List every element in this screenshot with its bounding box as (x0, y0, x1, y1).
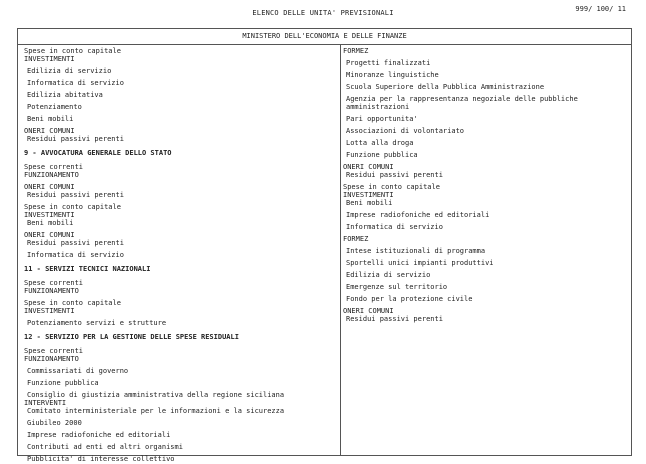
section-label: Spese in conto capitale (24, 203, 121, 211)
list-item: Potenziamento servizi e strutture (27, 319, 167, 327)
list-item: Pubblicita' di interesse collettivo (27, 455, 175, 463)
category-label: ONERI COMUNI (24, 127, 75, 135)
category-label: ONERI COMUNI (24, 231, 75, 239)
section-heading: 11 - SERVIZI TECNICI NAZIONALI (24, 265, 151, 273)
list-item: Potenziamento (27, 103, 82, 111)
category-label: INVESTIMENTI (24, 55, 75, 63)
list-item: Residui passivi perenti (27, 239, 124, 247)
category-label: FORMEZ (343, 235, 369, 243)
list-item: Residui passivi perenti (346, 171, 443, 179)
list-item: Edilizia abitativa (27, 91, 103, 99)
list-item: Edilizia di servizio (346, 271, 431, 279)
list-item: Informatica di servizio (27, 79, 124, 87)
list-item: Informatica di servizio (346, 223, 443, 231)
list-item: Funzione pubblica (346, 151, 418, 159)
ministry-heading: MINISTERO DELL'ECONOMIA E DELLE FINANZE (18, 29, 631, 45)
category-label: ONERI COMUNI (343, 163, 394, 171)
category-label: INVESTIMENTI (343, 191, 394, 199)
category-label: FUNZIONAMENTO (24, 355, 79, 363)
list-item: Beni mobili (27, 219, 74, 227)
list-item: Progetti finalizzati (346, 59, 431, 67)
list-item: Residui passivi perenti (27, 135, 124, 143)
list-item: Associazioni di volontariato (346, 127, 465, 135)
document-title: ELENCO DELLE UNITA' PREVISIONALI (252, 9, 394, 17)
list-item: Commissariati di governo (27, 367, 129, 375)
list-item: Informatica di servizio (27, 251, 124, 259)
section-label: Spese correnti (24, 163, 84, 171)
list-item: Intese istituzionali di programma (346, 247, 486, 255)
section-label: Spese correnti (24, 347, 84, 355)
left-column (24, 47, 332, 463)
list-item: Residui passivi perenti (27, 191, 124, 199)
list-item: Consiglio di giustizia amministrativa della regione siciliana (27, 391, 285, 399)
section-label: Spese in conto capitale (24, 299, 121, 307)
category-label: ONERI COMUNI (343, 307, 394, 315)
list-item: Minoranze linguistiche (346, 71, 439, 79)
list-item: Lotta alla droga (346, 139, 414, 147)
page-number: 999/ 100/ 11 (575, 5, 626, 13)
right-column (343, 47, 628, 323)
content-table (17, 28, 632, 463)
section-label: Spese in conto capitale (343, 183, 440, 191)
list-item: Imprese radiofoniche ed editoriali (346, 211, 490, 219)
list-item: Beni mobili (27, 115, 74, 123)
list-item: Comitato interministeriale per le informazioni e la sicurezza (27, 407, 285, 415)
category-label: ONERI COMUNI (24, 183, 75, 191)
list-item: Agenzia per la rappresentanza negoziale delle pubbliche amministrazioni (346, 95, 578, 111)
section-heading: 12 - SERVIZIO PER LA GESTIONE DELLE SPESE RESIDUALI (24, 333, 239, 341)
category-label: INTERVENTI (24, 399, 67, 407)
list-item: Sportelli unici impianti produttivi (346, 259, 494, 267)
list-item: Pari opportunita' (346, 115, 418, 123)
list-item: Edilizia di servizio (27, 67, 112, 75)
list-item: Residui passivi perenti (346, 315, 443, 323)
list-item: Scuola Superiore della Pubblica Amministrazione (346, 83, 545, 91)
section-label: Spese correnti (24, 279, 84, 287)
list-item: Beni mobili (346, 199, 393, 207)
list-item: Giubileo 2000 (27, 419, 82, 427)
list-item: Funzione pubblica (27, 379, 99, 387)
section-label: Spese in conto capitale (24, 47, 121, 55)
list-item: Emergenze sul territorio (346, 283, 448, 291)
category-label: INVESTIMENTI (24, 307, 75, 315)
list-item: Fondo per la protezione civile (346, 295, 473, 303)
column-divider (340, 44, 341, 455)
section-heading: 9 - AVVOCATURA GENERALE DELLO STATO (24, 149, 172, 157)
list-item: Contributi ad enti ed altri organismi (27, 443, 183, 451)
category-label: INVESTIMENTI (24, 211, 75, 219)
category-label: FUNZIONAMENTO (24, 171, 79, 179)
category-label: FORMEZ (343, 47, 369, 55)
list-item: Imprese radiofoniche ed editoriali (27, 431, 171, 439)
category-label: FUNZIONAMENTO (24, 287, 79, 295)
